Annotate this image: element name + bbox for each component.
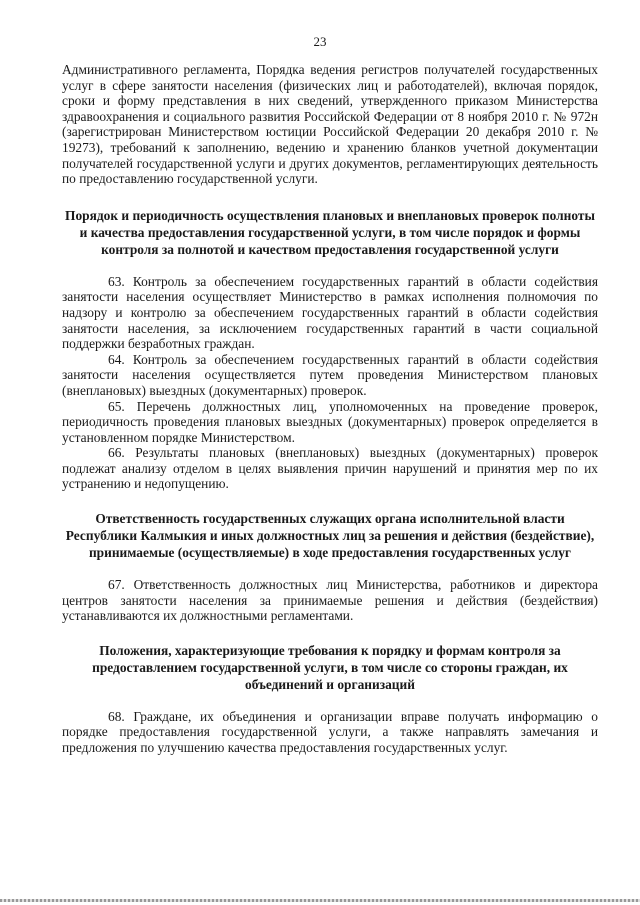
paragraph-64: 64. Контроль за обеспечением государственных гарантий в области содействия занятости населения осуществляется путем проведения Министерством плановых (внеплановых) выездных (документарных) проверок. [62, 351, 598, 398]
bottom-scan-edge [0, 899, 640, 902]
paragraph-66: 66. Результаты плановых (внеплановых) выездных (документарных) проверок подлежат анализу отделом в целях выявления причин нарушений и принятия мер по их устранению и недопущению. [62, 445, 598, 492]
page-number: 23 [313, 34, 327, 49]
section-heading-responsibility: Ответственность государственных служащих органа исполнительной власти Республики Калмыкия и иных должностных лиц за решения и действия (бездействие), принимаемые (осуществляемые) в ходе предоставления государственных услуг [65, 511, 595, 561]
intro-paragraph: Административного регламента, Порядка ведения регистров получателей государственных услуг в сфере занятости населения (физических лиц и работодателей), включая порядок, сроки и форму представления в них сведений, утвержденного приказом Министерства здравоохранения и социального развития Российской Федерации от 8 ноября 2010 г. № 972н (зарегистрирован Министерством юстиции Российской Федерации 20 декабря 2010 г. № 19273), требований к заполнению, ведению и хранению бланков учетной документации получателей государственной услуги и других документов, регламентирующих деятельность по предоставлению государственной услуги. [62, 62, 598, 187]
paragraph-65: 65. Перечень должностных лиц, уполномоченных на проведение проверок, периодичность проведения плановых выездных (документарных) проверок определяется в установленном порядке Министерством. [62, 398, 598, 445]
paragraph-67: 67. Ответственность должностных лиц Министерства, работников и директора центров занятости населения за принимаемые решения и действия (бездействия) устанавливаются их должностными регламентами. [62, 577, 598, 624]
document-body [62, 62, 598, 756]
paragraph-68: 68. Граждане, их объединения и организации вправе получать информацию о порядке предоставления государственной услуги, а также направлять замечания и предложения по улучшению качества предоставления государственных услуг. [62, 708, 598, 756]
section-heading-inspections: Порядок и периодичность осуществления плановых и внеплановых проверок полноты и качества предоставления государственной услуги, в том числе порядок и формы контроля за полнотой и качеством предоставления государственной услуги [65, 207, 595, 257]
paragraph-63: 63. Контроль за обеспечением государственных гарантий в области содействия занятости населения осуществляет Министерство в рамках исполнения полномочия по надзору и контролю за обеспечением государственных гарантий в области содействия занятости населения, за исключением государственных гарантий в части социальной поддержки безработных граждан. [62, 273, 598, 352]
section-heading-control-requirements: Положения, характеризующие требования к порядку и формам контроля за предоставлением государственной услуги, в том числе со стороны граждан, их объединений и организаций [92, 642, 568, 692]
